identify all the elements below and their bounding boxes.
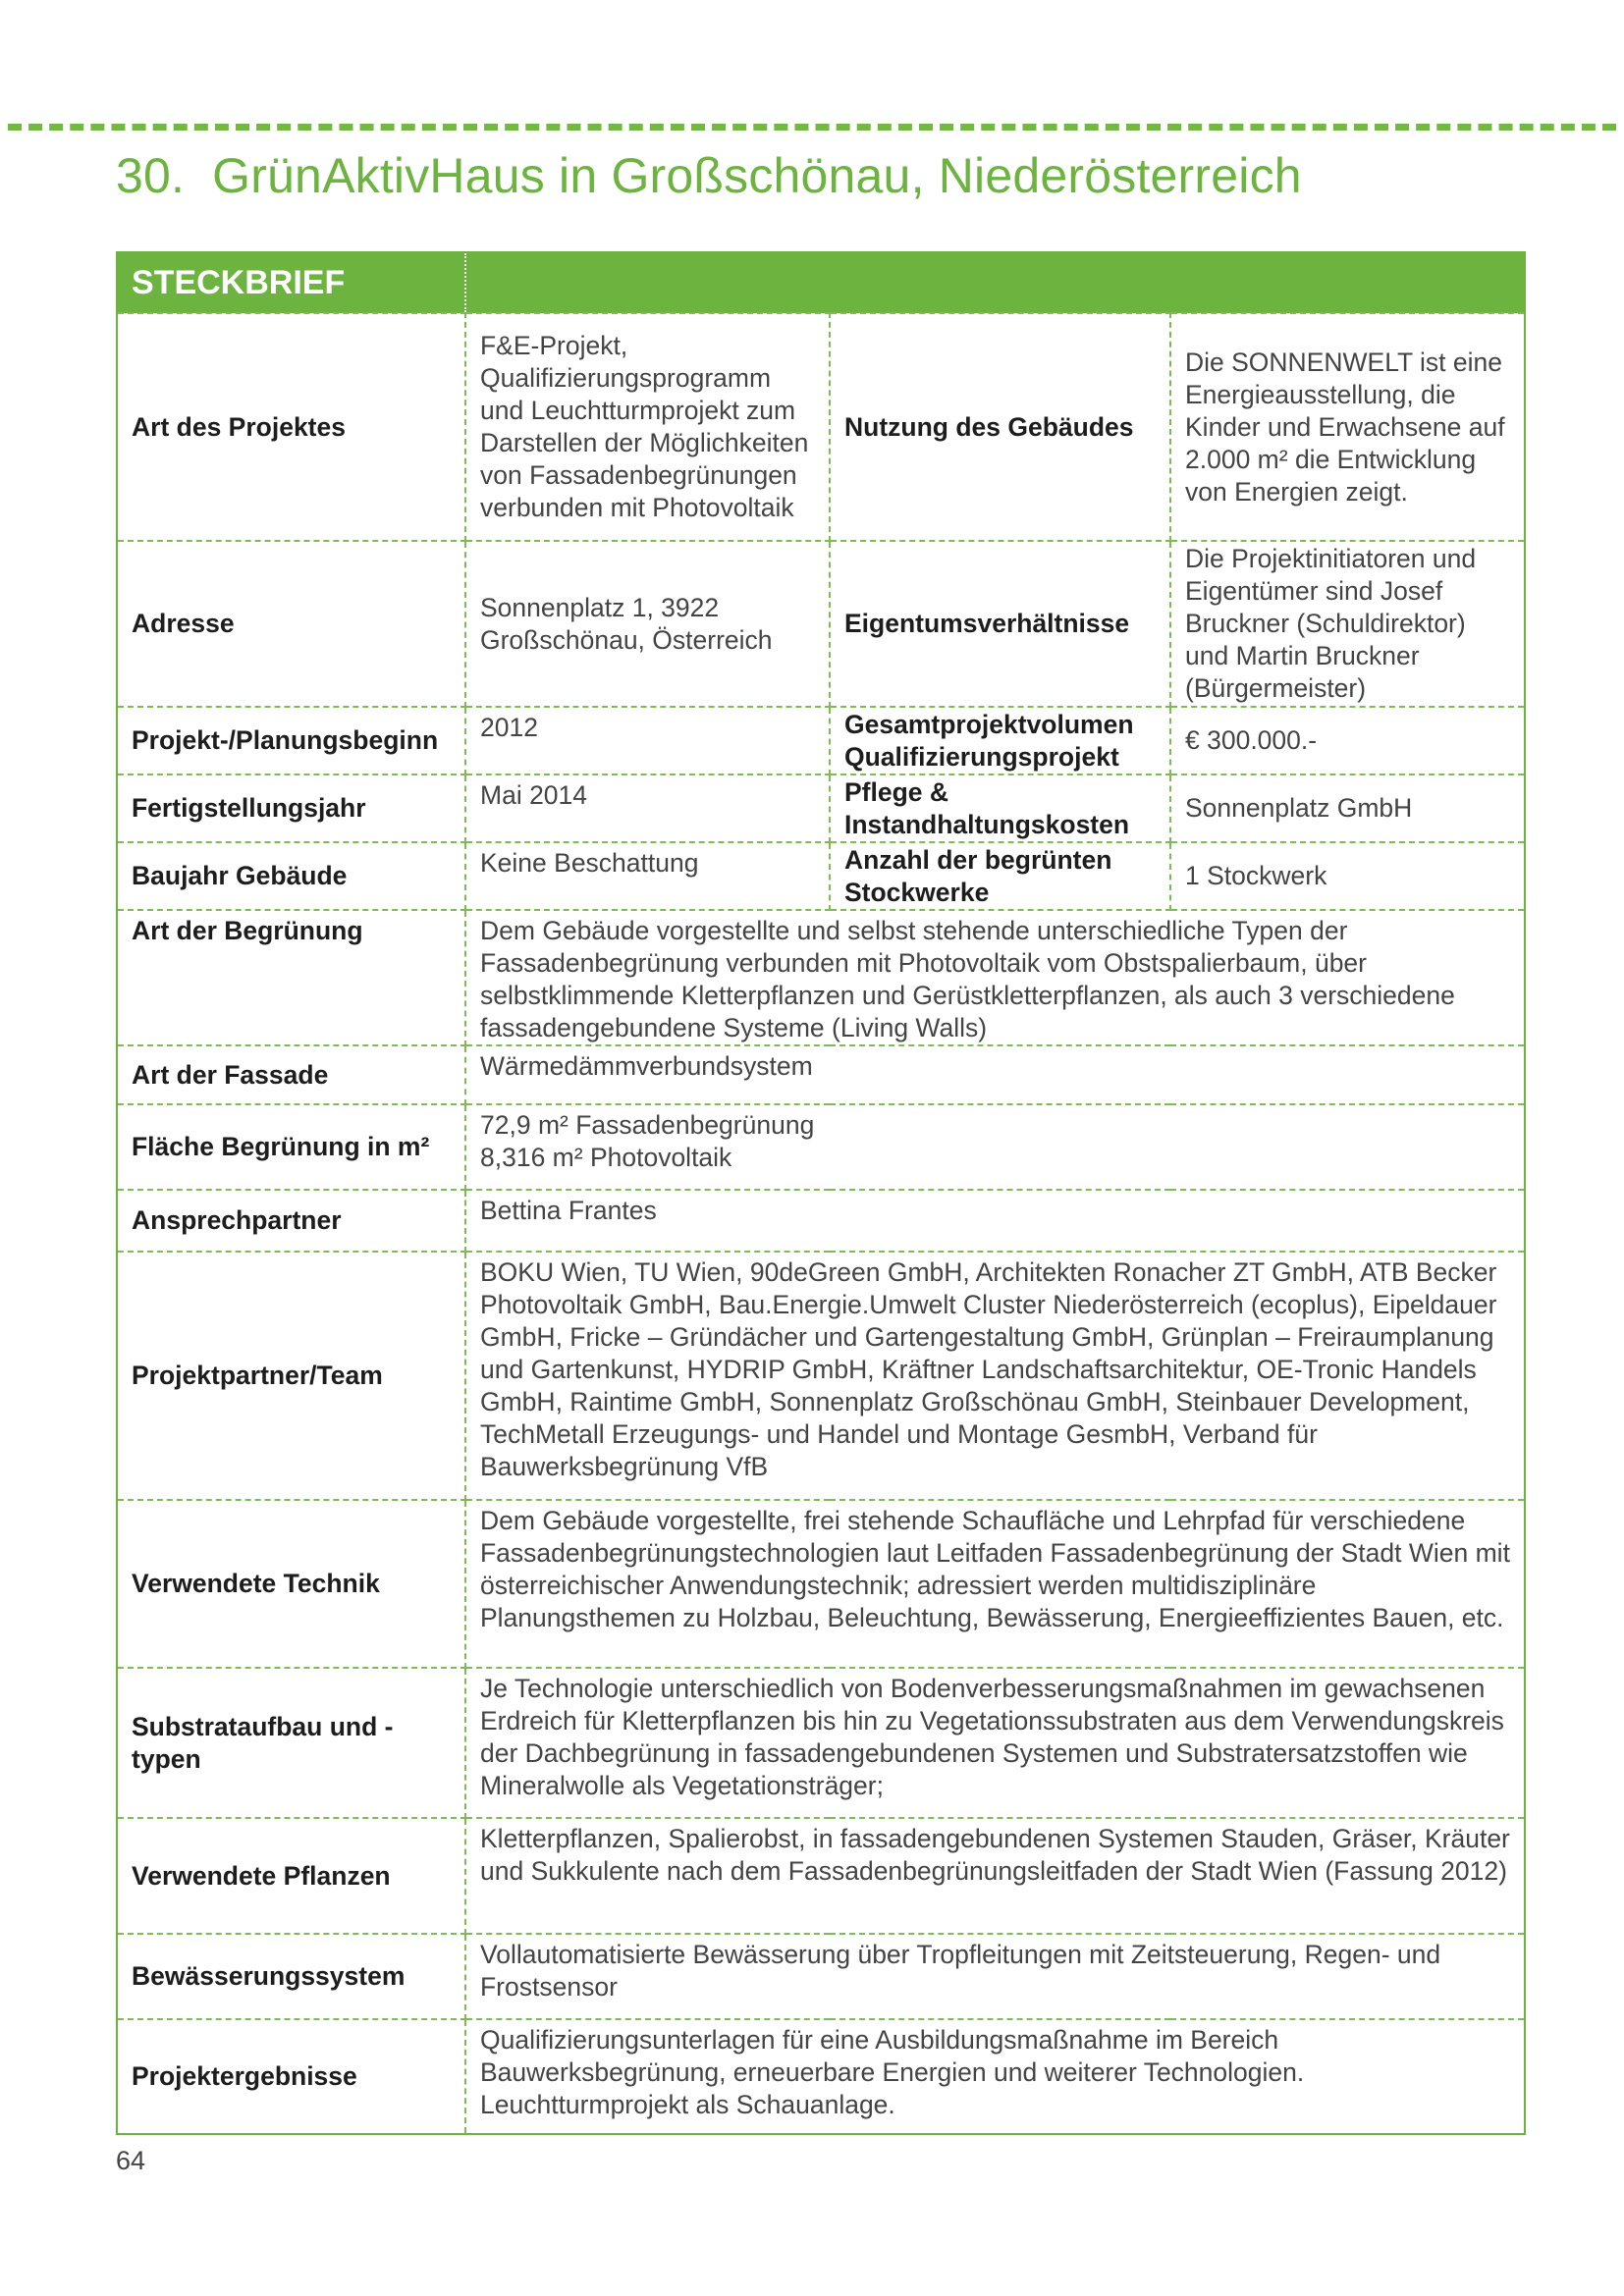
field-value: Die SONNENWELT ist eine Energieausstellung, die Kinder und Erwachsene auf 2.000 m² die Entwicklung von Energien zeigt. bbox=[1170, 313, 1525, 541]
field-label: Substrataufbau und -typen bbox=[117, 1668, 465, 1818]
field-label: Fläche Begrünung in m² bbox=[117, 1104, 465, 1190]
field-value: Dem Gebäude vorgestellte, frei stehende Schaufläche und Lehrpfad für verschiedene Fassadenbegrünungstechnologien laut Leitfaden Fassadenbegrünung der Stadt Wien mit österreichischer Anwendungstechnik; adressiert werden multidisziplinäre Planungsthemen zu Holzbau, Beleuchtung, Bewässerung, Energieeffizientes Bauen, etc. bbox=[465, 1500, 1525, 1668]
table-row bbox=[117, 1818, 1525, 1934]
table-row bbox=[117, 910, 1525, 1045]
field-label: Bewässerungssystem bbox=[117, 1934, 465, 2019]
table-row bbox=[117, 707, 1525, 774]
field-value: 2012 bbox=[465, 707, 830, 774]
field-value: Dem Gebäude vorgestellte und selbst stehende unterschiedliche Typen der Fassadenbegrünung verbunden mit Photovoltaik vom Obstspalierbaum, über selbstklimmende Kletterpflanzen und Gerüstkletterpflanzen, als auch 3 verschiedene fassadengebundene Systeme (Living Walls) bbox=[465, 910, 1525, 1045]
table-row bbox=[117, 842, 1525, 910]
field-value: F&E-Projekt, Qualifizierungsprogramm und Leuchtturmprojekt zum Darstellen der Möglichkeiten von Fassadenbegrünungen verbunden mit Photovoltaik bbox=[465, 313, 830, 541]
page-number: 64 bbox=[116, 2146, 146, 2175]
field-label: Projektpartner/Team bbox=[117, 1252, 465, 1500]
field-label: Projektergebnisse bbox=[117, 2019, 465, 2134]
field-value: 72,9 m² Fassadenbegrünung 8,316 m² Photovoltaik bbox=[465, 1104, 1525, 1190]
table-row bbox=[117, 1934, 1525, 2019]
field-label: Gesamtprojektvolumen Qualifizierungsprojekt bbox=[830, 707, 1170, 774]
field-label: Projekt-/Planungsbeginn bbox=[117, 707, 465, 774]
table-row bbox=[117, 1668, 1525, 1818]
field-label: Verwendete Pflanzen bbox=[117, 1818, 465, 1934]
field-value: Bettina Frantes bbox=[465, 1190, 1525, 1252]
table-row bbox=[117, 1104, 1525, 1190]
field-value: Mai 2014 bbox=[465, 774, 830, 842]
field-value: 1 Stockwerk bbox=[1170, 842, 1525, 910]
top-dashed-rule bbox=[8, 124, 1616, 131]
field-label: Art der Begrünung bbox=[117, 910, 465, 1045]
field-label: Verwendete Technik bbox=[117, 1500, 465, 1668]
field-value: Keine Beschattung bbox=[465, 842, 830, 910]
field-value: € 300.000.- bbox=[1170, 707, 1525, 774]
field-label: Art des Projektes bbox=[117, 313, 465, 541]
table-header-row bbox=[117, 252, 1525, 313]
table-row bbox=[117, 313, 1525, 541]
table-heading-spacer bbox=[465, 252, 1525, 313]
field-value: Vollautomatisierte Bewässerung über Tropfleitungen mit Zeitsteuerung, Regen- und Frostsensor bbox=[465, 1934, 1525, 2019]
field-value: Qualifizierungsunterlagen für eine Ausbildungsmaßnahme im Bereich Bauwerksbegrünung, erneuerbare Energien und weiterer Technologien. Leuchtturmprojekt als Schauanlage. bbox=[465, 2019, 1525, 2134]
field-label: Art der Fassade bbox=[117, 1045, 465, 1104]
field-value: Die Projektinitiatoren und Eigentümer sind Josef Bruckner (Schuldirektor) und Martin Bruckner (Bürgermeister) bbox=[1170, 541, 1525, 707]
field-value: Sonnenplatz GmbH bbox=[1170, 774, 1525, 842]
table-row bbox=[117, 1252, 1525, 1500]
field-value: Wärmedämmverbundsystem bbox=[465, 1045, 1525, 1104]
field-value: Je Technologie unterschiedlich von Bodenverbesserungsmaßnahmen im gewachsenen Erdreich für Kletterpflanzen bis hin zu Vegetationssubstraten aus dem Verwendungskreis der Dachbegrünung in fassadengebundenen Systemen und Substratersatzstoffen wie Mineralwolle als Vegetationsträger; bbox=[465, 1668, 1525, 1818]
field-label: Adresse bbox=[117, 541, 465, 707]
steckbrief-table bbox=[116, 251, 1526, 2135]
page-title bbox=[116, 147, 1302, 204]
field-label: Eigentumsverhältnisse bbox=[830, 541, 1170, 707]
table-row bbox=[117, 541, 1525, 707]
table-row bbox=[117, 2019, 1525, 2134]
field-value: Kletterpflanzen, Spalierobst, in fassadengebundenen Systemen Stauden, Gräser, Kräuter und Sukkulente nach dem Fassadenbegrünungsleitfaden der Stadt Wien (Fassung 2012) bbox=[465, 1818, 1525, 1934]
table-row bbox=[117, 1190, 1525, 1252]
field-value: BOKU Wien, TU Wien, 90deGreen GmbH, Architekten Ronacher ZT GmbH, ATB Becker Photovoltaik GmbH, Bau.Energie.Umwelt Cluster Niederösterreich (ecoplus), Eipeldauer GmbH, Fricke – Gründächer und Gartengestaltung GmbH, Grünplan – Freiraumplanung und Gartenkunst, HYDRIP GmbH, Kräftner Landschaftsarchitektur, OE-Tronic Handels GmbH, Raintime GmbH, Sonnenplatz Großschönau GmbH, Steinbauer Development, TechMetall Erzeugungs- und Handel und Montage GesmbH, Verband für Bauwerksbegrünung VfB bbox=[465, 1252, 1525, 1500]
field-label: Anzahl der begrünten Stockwerke bbox=[830, 842, 1170, 910]
field-label: Nutzung des Gebäudes bbox=[830, 313, 1170, 541]
section-title: GrünAktivHaus in Großschönau, Niederösterreich bbox=[212, 148, 1302, 203]
table-row bbox=[117, 774, 1525, 842]
section-number: 30. bbox=[116, 148, 186, 203]
field-label: Pflege & Instandhaltungskosten bbox=[830, 774, 1170, 842]
field-value: Sonnenplatz 1, 3922 Großschönau, Österreich bbox=[465, 541, 830, 707]
table-row bbox=[117, 1500, 1525, 1668]
table-heading: STECKBRIEF bbox=[117, 252, 465, 313]
field-label: Fertigstellungsjahr bbox=[117, 774, 465, 842]
field-label: Baujahr Gebäude bbox=[117, 842, 465, 910]
field-label: Ansprechpartner bbox=[117, 1190, 465, 1252]
table-row bbox=[117, 1045, 1525, 1104]
